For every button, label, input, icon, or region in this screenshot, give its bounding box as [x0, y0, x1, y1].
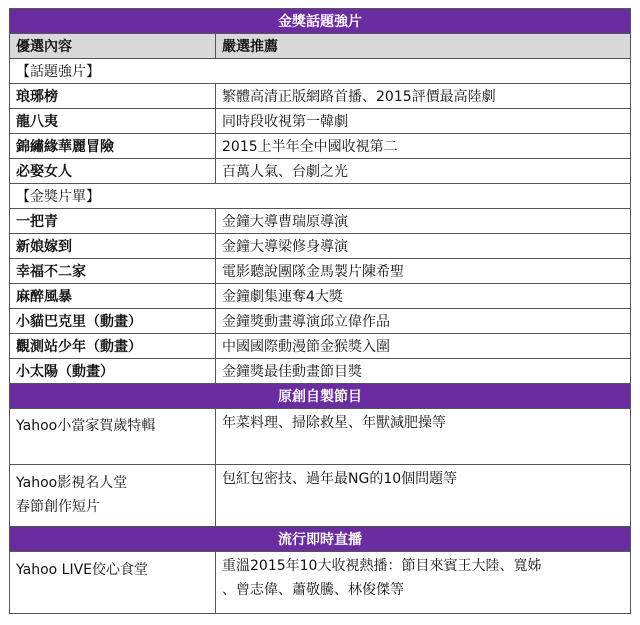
program-name-line: Yahoo影視名人堂	[16, 475, 128, 491]
program-desc: 電影聽說團隊金馬製片陳希聖	[216, 259, 631, 284]
program-name: 必娶女人	[10, 159, 216, 184]
table-row	[10, 259, 631, 284]
program-desc-line: 、曾志偉、蕭敬騰、林俊傑等	[222, 582, 404, 598]
table-row	[10, 552, 631, 614]
section-title: 流行即時直播	[10, 527, 631, 552]
column-header-recommend: 嚴選推薦	[216, 34, 631, 59]
table-row	[10, 359, 631, 384]
column-header-row	[10, 34, 631, 59]
program-name: 一把青	[10, 209, 216, 234]
program-desc: 中國國際動漫節金猴獎入圍	[216, 334, 631, 359]
program-name	[10, 465, 216, 527]
program-table-container	[9, 8, 631, 614]
program-name: 龍八夷	[10, 109, 216, 134]
section-header-awards	[10, 9, 631, 34]
program-desc: 2015上半年全中國收視第二	[216, 134, 631, 159]
program-table	[9, 8, 631, 614]
program-name: 琅琊榜	[10, 84, 216, 109]
table-row	[10, 334, 631, 359]
program-name: Yahoo小當家賀歲特輯	[10, 409, 216, 465]
category-row	[10, 59, 631, 84]
category-label: 【話題強片】	[10, 59, 631, 84]
program-desc: 金鐘獎最佳動畫節目獎	[216, 359, 631, 384]
program-desc: 百萬人氣、台劇之光	[216, 159, 631, 184]
table-row	[10, 409, 631, 465]
program-desc: 繁體高清正版網路首播、2015評價最高陸劇	[216, 84, 631, 109]
program-name-line: 春節創作短片	[16, 499, 100, 515]
program-desc: 包紅包密技、過年最NG的10個問題等	[216, 465, 631, 527]
table-row	[10, 159, 631, 184]
table-row	[10, 134, 631, 159]
column-header-content: 優選內容	[10, 34, 216, 59]
table-row	[10, 284, 631, 309]
table-row	[10, 209, 631, 234]
table-row	[10, 309, 631, 334]
table-row	[10, 84, 631, 109]
program-desc	[216, 552, 631, 614]
program-desc: 金鐘獎動畫導演邱立偉作品	[216, 309, 631, 334]
program-name: 小貓巴克里（動畫）	[10, 309, 216, 334]
program-desc: 金鐘大導曹瑞原導演	[216, 209, 631, 234]
section-title: 金獎話題強片	[10, 9, 631, 34]
category-label: 【金獎片單】	[10, 184, 631, 209]
program-desc-line: 重溫2015年10大收視熱播：節目來賓王大陸、寬姊	[222, 558, 542, 574]
program-name: Yahoo LIVE佼心食堂	[10, 552, 216, 614]
program-name: 麻醉風暴	[10, 284, 216, 309]
category-row	[10, 184, 631, 209]
program-desc: 同時段收視第一韓劇	[216, 109, 631, 134]
table-row	[10, 465, 631, 527]
table-row	[10, 109, 631, 134]
section-title: 原創自製節目	[10, 384, 631, 409]
program-name: 小太陽（動畫）	[10, 359, 216, 384]
program-name: 新娘嫁到	[10, 234, 216, 259]
section-header-original	[10, 384, 631, 409]
program-name: 觀測站少年（動畫）	[10, 334, 216, 359]
program-name: 幸福不二家	[10, 259, 216, 284]
program-desc: 金鐘劇集連奪4大獎	[216, 284, 631, 309]
table-row	[10, 234, 631, 259]
program-name: 錦繡緣華麗冒險	[10, 134, 216, 159]
program-desc: 年菜料理、掃除救星、年獸減肥操等	[216, 409, 631, 465]
program-desc: 金鐘大導梁修身導演	[216, 234, 631, 259]
section-header-live	[10, 527, 631, 552]
